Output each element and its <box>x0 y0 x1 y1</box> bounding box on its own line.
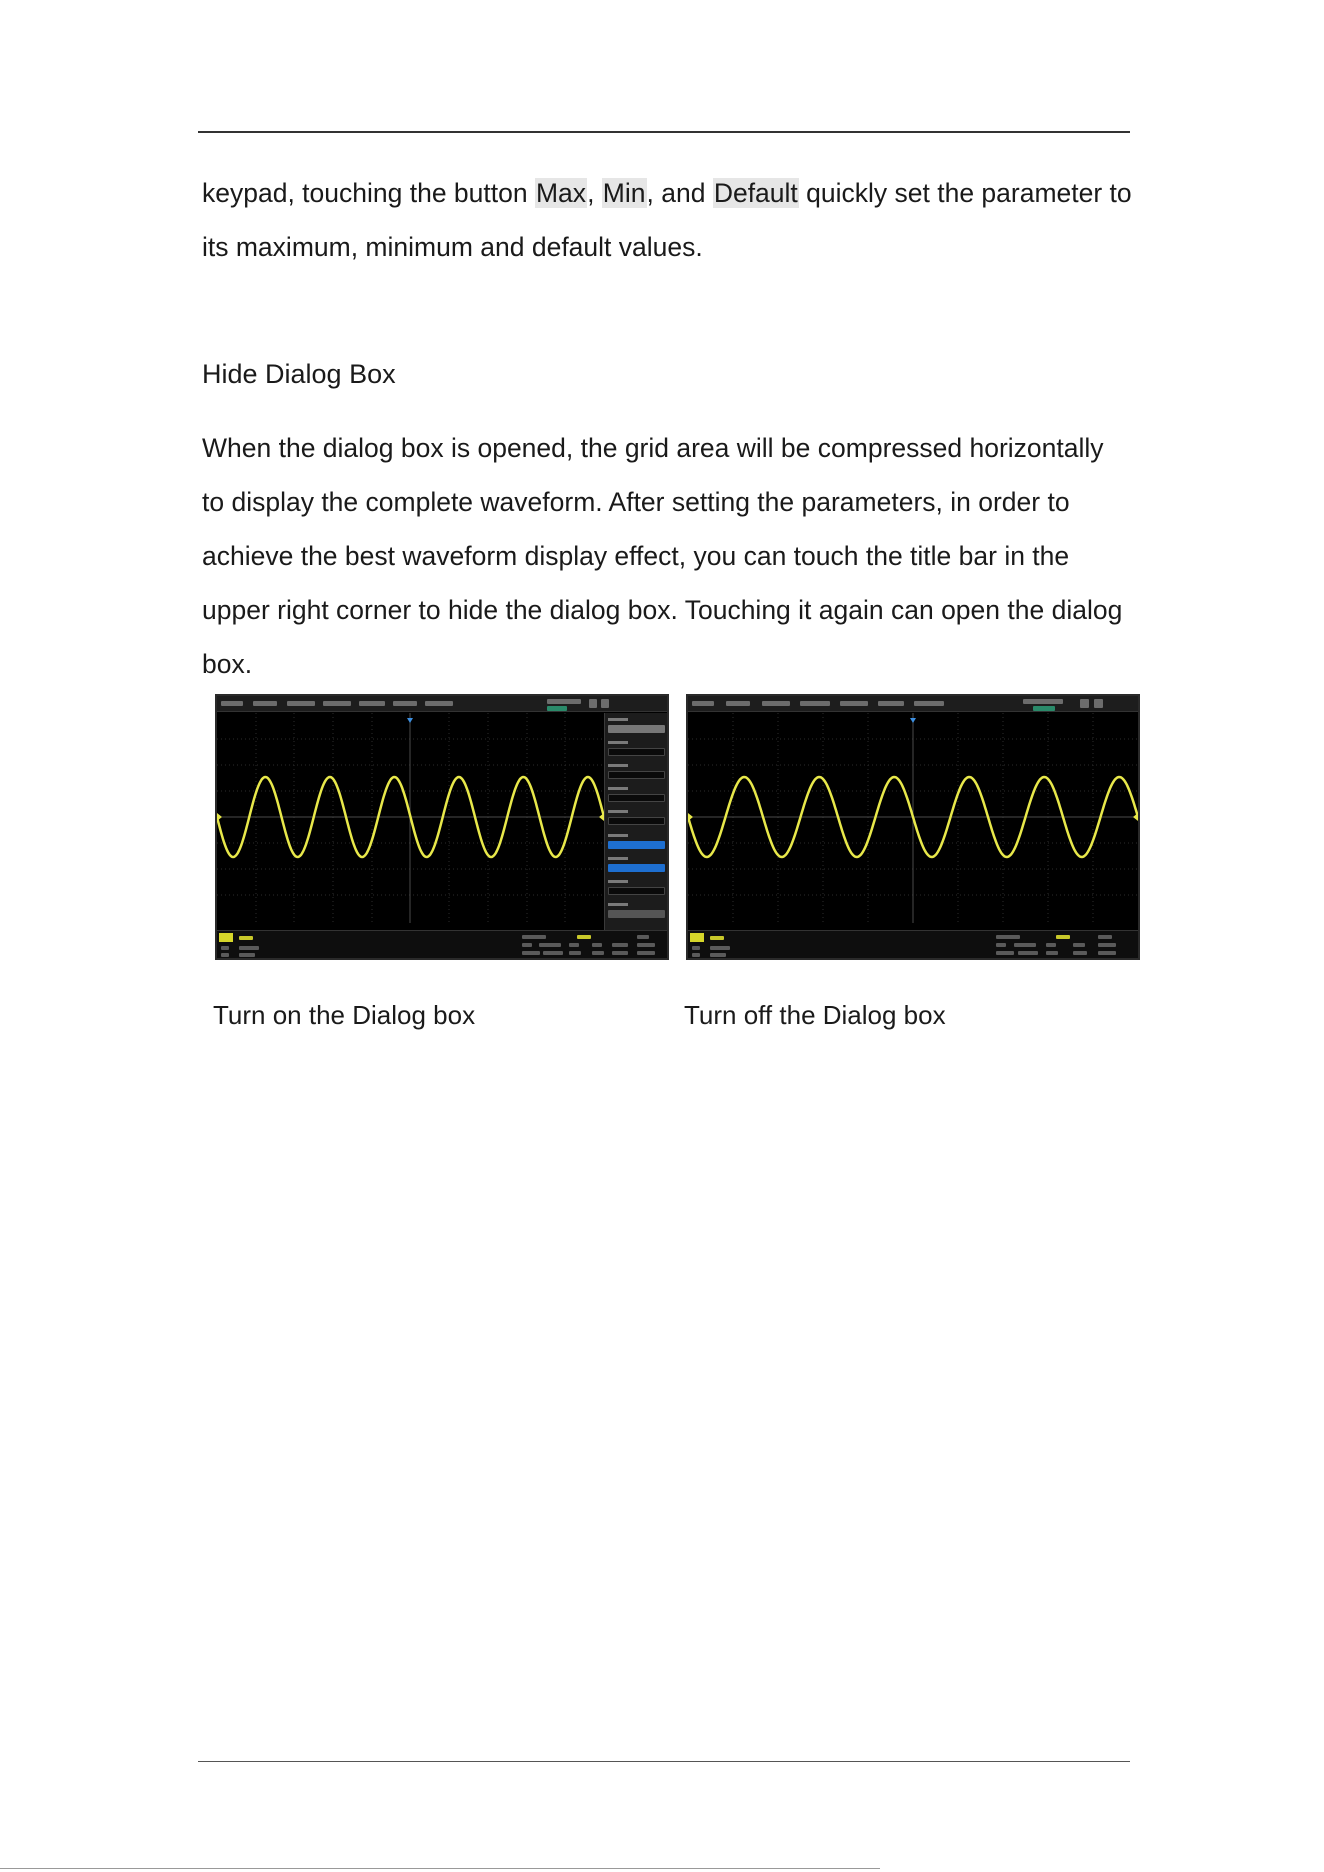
channel-badge <box>219 933 233 942</box>
separator-text: , <box>587 178 602 208</box>
min-button-label: Min <box>602 178 646 208</box>
screenshot-dialog-open <box>215 694 669 960</box>
oscilloscope-status-bar <box>688 930 1138 958</box>
section-heading: Hide Dialog Box <box>202 359 396 389</box>
page-edge-rule <box>0 1868 880 1869</box>
oscilloscope-status-bar <box>217 930 667 958</box>
channel-level-marker <box>217 813 222 821</box>
oscilloscope-menu-bar <box>217 696 667 712</box>
max-button-label: Max <box>535 178 587 208</box>
intro-paragraph <box>202 166 1132 274</box>
caption-dialog-open: Turn on the Dialog box <box>213 1000 476 1030</box>
screenshot-dialog-closed <box>686 694 1140 960</box>
trigger-level-marker <box>1133 813 1138 821</box>
intro-text: keypad, touching the button <box>202 178 535 208</box>
footer-rule <box>198 1761 1130 1762</box>
separator-text: , and <box>646 178 713 208</box>
waveform-grid <box>688 713 1138 923</box>
intro-text-continued: quickly set the parameter to its maximum, minimum and default values. <box>202 178 1132 262</box>
section-paragraph: When the dialog box is opened, the grid area will be compressed horizontally to display the complete waveform. After setting the parameters, in order to achieve the best waveform display effect, you can touch the title bar in the upper right corner to hide the dialog box. Touching it again can open the dialog box. <box>202 433 1123 679</box>
channel-badge <box>690 933 704 942</box>
channel-level-marker <box>688 813 693 821</box>
header-rule <box>198 131 1130 133</box>
channel-dialog-box[interactable] <box>604 713 667 934</box>
default-button-label: Default <box>713 178 798 208</box>
waveform-grid <box>217 713 604 923</box>
caption-dialog-closed: Turn off the Dialog box <box>684 1000 946 1030</box>
oscilloscope-menu-bar <box>688 696 1138 712</box>
